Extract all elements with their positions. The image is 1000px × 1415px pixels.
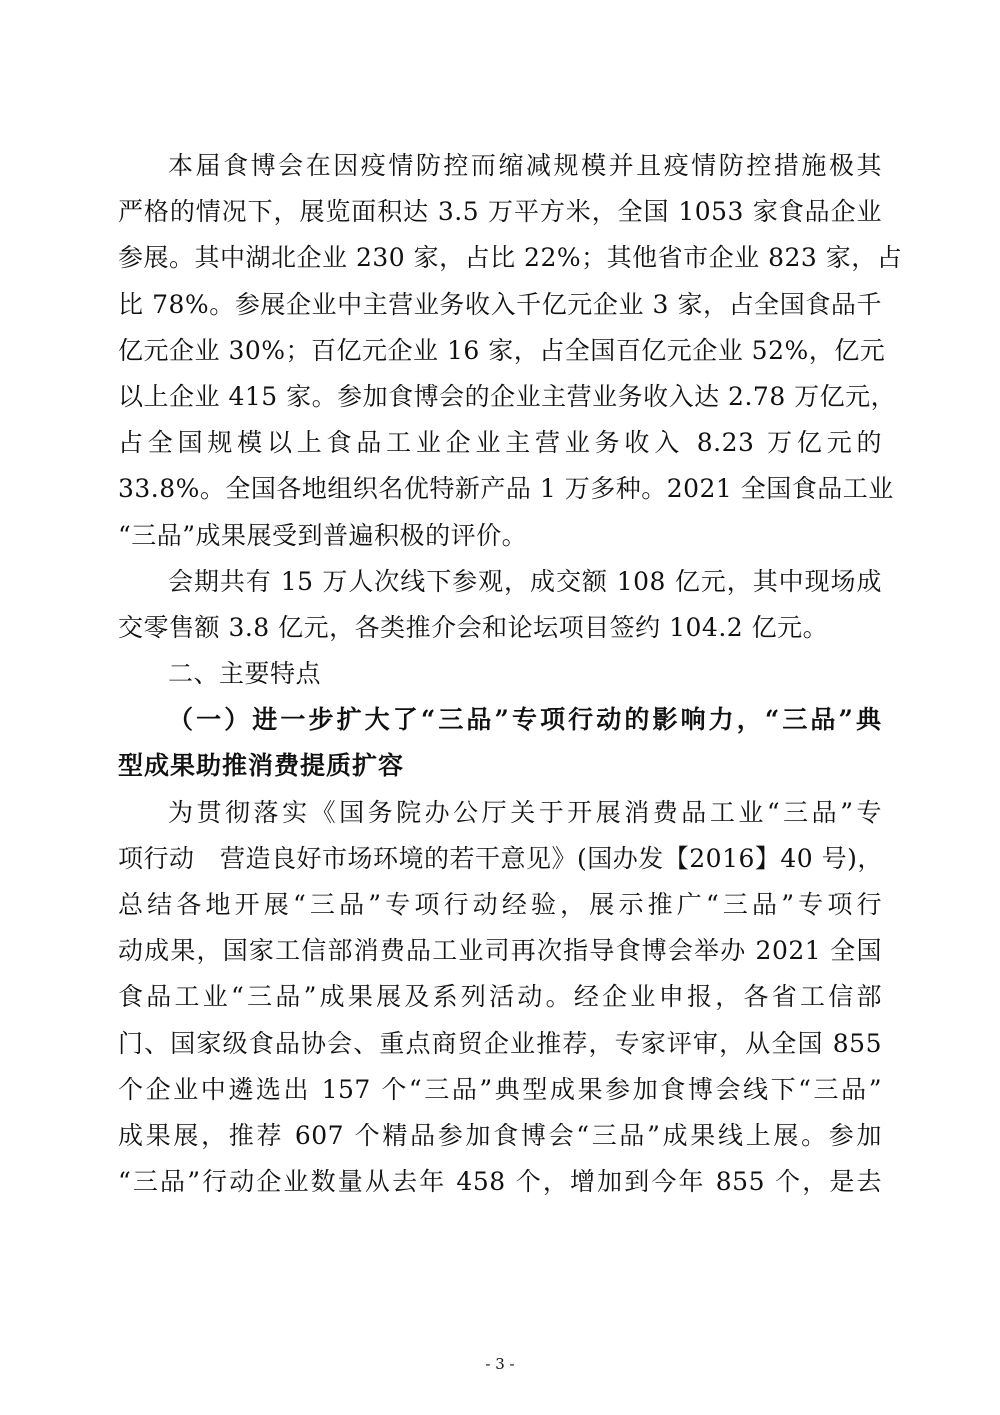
paragraph-line: 以上企业 415 家。参加食博会的企业主营业务收入达 2.78 万亿元， <box>118 381 897 411</box>
paragraph-line: 为贯彻落实《国务院办公厅关于开展消费品工业“三品”专 <box>168 797 882 827</box>
subsection-heading: （一）进一步扩大了“三品”专项行动的影响力，“三品”典 <box>168 705 882 735</box>
paragraph-line: 项行动 营造良好市场环境的若干意见》(国办发【2016】40 号)， <box>118 843 883 873</box>
paragraph-line: “三品”成果展受到普遍积极的评价。 <box>118 520 528 550</box>
paragraph-line: 33.8%。全国各地组织名优特新产品 1 万多种。2021 全国食品工业 <box>118 474 894 504</box>
paragraph-line: 动成果，国家工信部消费品工业司再次指导食博会举办 2021 全国 <box>118 936 882 966</box>
paragraph-line: 严格的情况下，展览面积达 3.5 万平方米，全国 1053 家食品企业 <box>118 197 882 227</box>
paragraph-line: 会期共有 15 万人次线下参观，成交额 108 亿元，其中现场成 <box>168 566 882 596</box>
paragraph-line: 个企业中遴选出 157 个“三品”典型成果参加食博会线下“三品” <box>118 1074 882 1104</box>
section-heading: 二、主要特点 <box>168 659 322 689</box>
paragraph-line: 交零售额 3.8 亿元，各类推介会和论坛项目签约 104.2 亿元。 <box>118 612 829 642</box>
subsection-heading: 型成果助推消费提质扩容 <box>118 751 405 781</box>
paragraph-line: 比 78%。参展企业中主营业务收入千亿元企业 3 家，占全国食品千 <box>118 289 882 319</box>
paragraph-line: 本届食博会在因疫情防控而缩减规模并且疫情防控措施极其 <box>168 151 882 180</box>
paragraph-line: 参展。其中湖北企业 230 家，占比 22%；其他省市企业 823 家，占 <box>118 243 903 273</box>
page-number: - 3 - <box>485 1355 515 1373</box>
paragraph-line: 亿元企业 30%；百亿元企业 16 家，占全国百亿元企业 52%，亿元 <box>118 335 886 365</box>
paragraph-line: 总结各地开展“三品”专项行动经验，展示推广“三品”专项行 <box>118 890 882 919</box>
paragraph-line: 食品工业“三品”成果展及系列活动。经企业申报，各省工信部 <box>118 982 882 1012</box>
paragraph-line: 成果展，推荐 607 个精品参加食博会“三品”成果线上展。参加 <box>118 1120 882 1150</box>
body-text <box>118 143 903 1205</box>
paragraph-line: “三品”行动企业数量从去年 458 个，增加到今年 855 个，是去 <box>118 1167 882 1197</box>
paragraph-line: 门、国家级食品协会、重点商贸企业推荐，专家评审，从全国 855 <box>118 1028 882 1058</box>
paragraph-line: 占全国规模以上食品工业企业主营业务收入 8.23 万亿元的 <box>118 428 882 458</box>
